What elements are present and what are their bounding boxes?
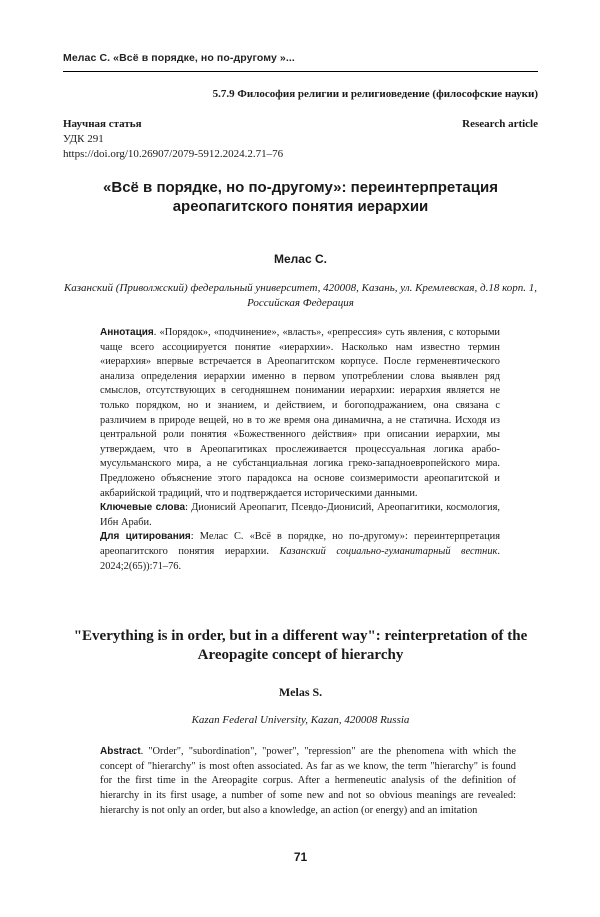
citation-ru [100,530,500,574]
abstract-ru-label: Аннотация [100,327,154,338]
author-ru: Мелас С. [274,252,327,266]
affiliation-en: Kazan Federal University, Kazan, 420008 Russia [191,714,410,726]
running-head: Мелас С. «Всё в порядке, но по-другому »... [63,52,295,64]
citation-ru-journal: Казанский социально-гуманитарный вестник [279,545,498,557]
abstract-ru [100,326,500,501]
keywords-ru-text: : Дионисий Ареопагит, Псевдо-Дионисий, Ареопагитики, космология, Ибн Араби. [100,502,500,528]
udc-code: УДК 291 [63,133,104,145]
abstract-ru-text: . «Порядок», «подчинение», «власть», «репрессия» суть явления, с которыми чаще всего ассоциируется понятие «иерархии». Насколько нам известно термин «иерархия» впервые встречается в Ареопагитском корпусе. После герменевтического анализа определения иерархии именно в первом употреблении слова выявлен ряд смыслов, отсутствующих в сегодняшнем понимании иерархии: иерархия является не только порядком, но и знанием, и действием, и богоподражанием, она связана с различием в природе вещей, но в то же время она динамична, а не статична. Исходя из центральной роли понятия «Божественного действия» при описании иерархии, мы утверждаем, что в Ареопагитиках прослеживается процессуальная логика арабо-мусульманского мира, а не субстанциальная логика греко-западноевропейского мира. Предложено объяснение этого парадокса на основе соизмеримости ареопагитской и акбарийской традиций, что и подтверждается историческими данными. [100,327,500,499]
page-number: 71 [293,850,308,864]
title-ru: «Всё в порядке, но по-другому»: переинтерпретация ареопагитского понятия иерархии [103,179,498,215]
abstract-en-label: Abstract [100,746,141,757]
keywords-ru [100,501,500,530]
affiliation-ru: Казанский (Приволжский) федеральный университет, 420008, Казань, ул. Кремлевская, д.18 корп. 1, Российская Федерация [63,282,538,309]
header-rule [63,71,538,72]
abstract-ru-block [100,326,500,574]
article-type-en: Research article [462,118,538,130]
abstract-en-block [100,745,516,819]
abstract-en-text: . "Order", "subordination", "power", "repression" are the phenomena with which the concept of "hierarchy" is most often associated. As far as we know, the term "hierarchy" is found for the first time in the Areopagite corpus. After a hermeneutic analysis of the definition of hierarchy in its first usage, a number of some new and not so obvious meanings are revealed: hierarchy is not only an order, but also a knowledge, an action (or energy) and an imitation [100,746,516,816]
citation-ru-label: Для цитирования [100,531,191,543]
article-meta [63,117,538,162]
abstract-en [100,745,516,819]
keywords-ru-label: Ключевые слова [100,502,186,514]
section-heading: 5.7.9 Философия религии и религиоведение (философские науки) [212,88,538,100]
author-en: Melas S. [278,685,323,699]
citation-ru-text: : Мелас С. «Всё в порядке, но по-другому»: переинтерпретация ареопагитского понятия иерархии. [100,531,500,557]
title-en: "Everything is in order, but in a different way": reinterpretation of the Areopagite concept of hierarchy [73,628,528,663]
article-type-ru: Научная статья [63,118,142,130]
citation-ru-tail: . 2024;2(65)):71–76. [100,545,500,572]
doi-link[interactable]: https://doi.org/10.26907/2079-5912.2024.2.71–76 [63,148,284,160]
